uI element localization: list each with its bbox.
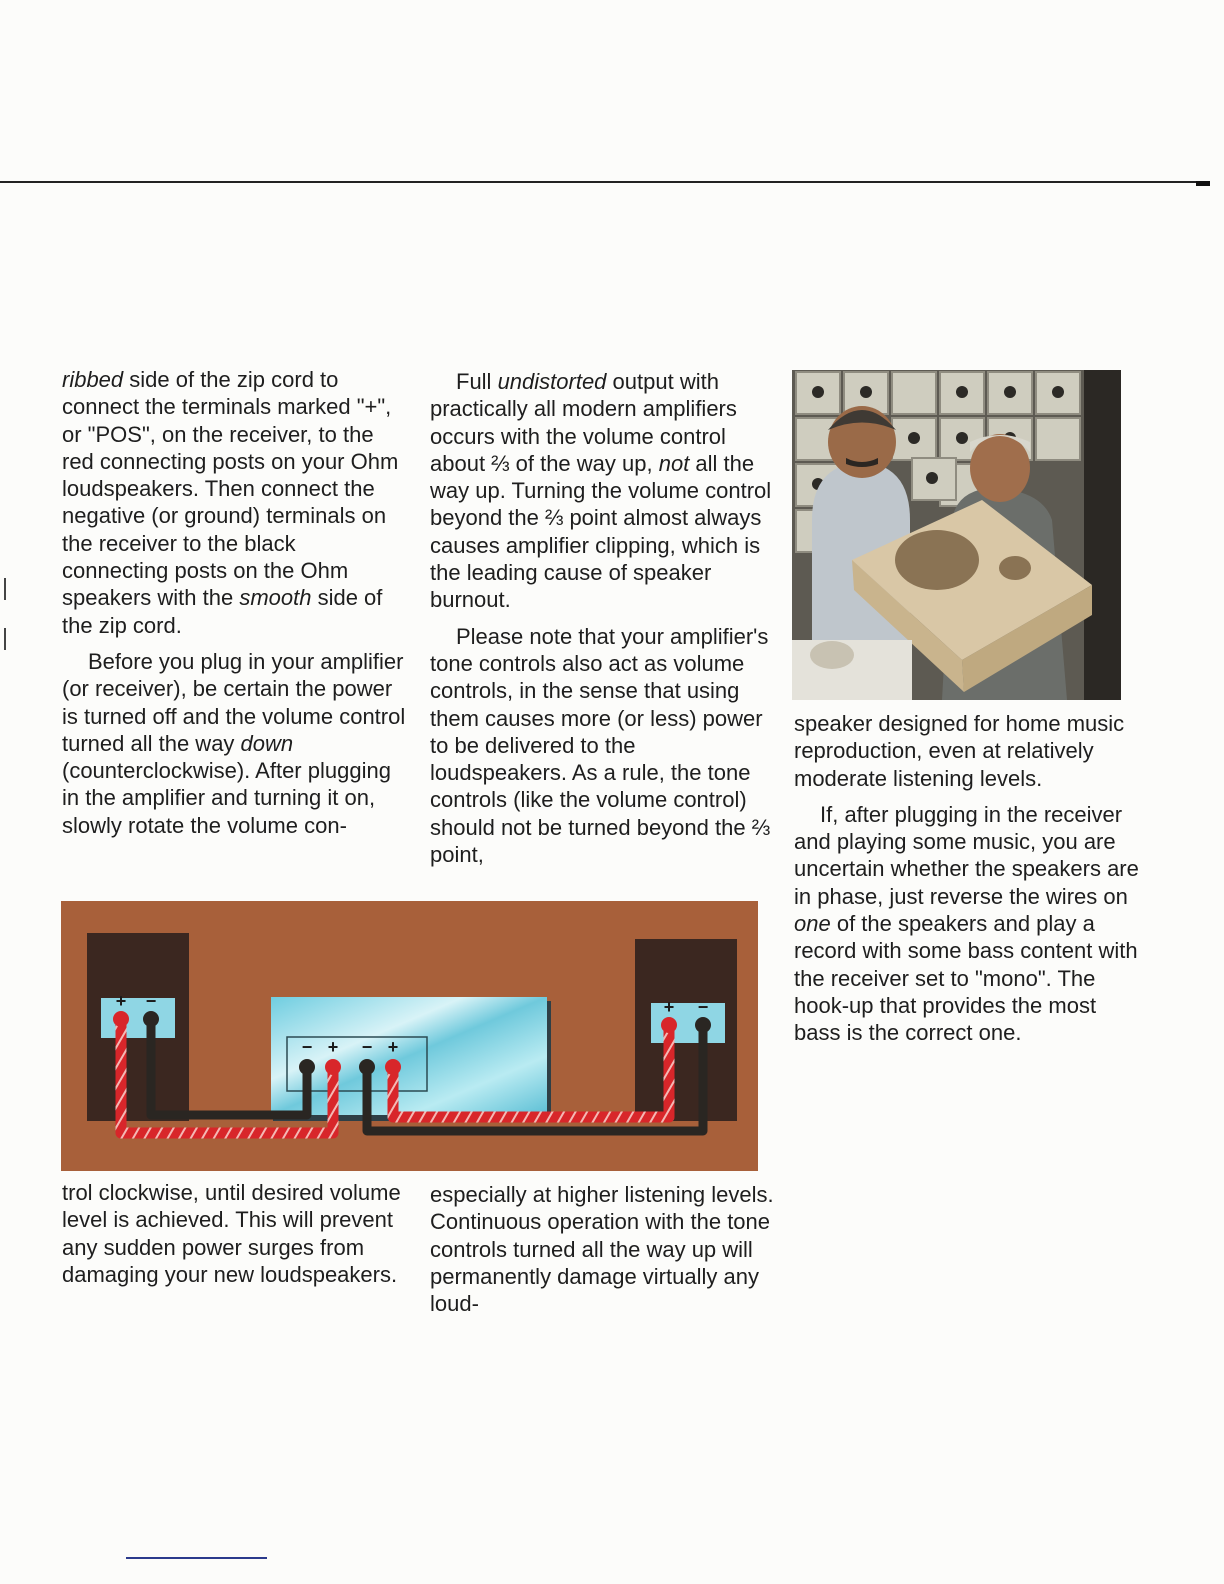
emphasis-text: ribbed xyxy=(62,367,124,392)
body-text: speaker designed for home music reproduction, even at relatively moderate listening levels. xyxy=(794,711,1125,791)
emphasis-text: one xyxy=(794,911,831,937)
column-1-bottom xyxy=(62,1179,407,1288)
paragraph xyxy=(794,801,1139,1047)
right-minus-label: − xyxy=(697,997,709,1017)
body-text: output with practically all modern amplifiers occurs with the volume control about ⅔ of the way up, xyxy=(430,369,737,476)
paragraph xyxy=(430,623,775,869)
body-text: Before you plug in your amplifier (or receiver), be certain the power is turned off and the volume control turned all the way xyxy=(62,648,406,756)
body-text: trol clockwise, until desired volume level is achieved. This will prevent any sudden power surges from damaging your new loudspeakers. xyxy=(62,1180,401,1287)
body-text: all the way up. Turning the volume control beyond the ⅔ point almost always causes amplifier clipping, which is the leading cause of speaker burnout. xyxy=(430,450,772,613)
paragraph xyxy=(430,368,775,614)
left-negative-terminal xyxy=(143,1011,159,1027)
top-rule-cap xyxy=(1196,181,1210,186)
left-edge-mark xyxy=(4,578,6,600)
right-plus-label: + xyxy=(663,997,675,1017)
paragraph xyxy=(430,1181,775,1317)
right-negative-terminal xyxy=(695,1017,711,1033)
emphasis-text: smooth xyxy=(239,585,312,611)
receiver-positive-terminal-2 xyxy=(385,1059,401,1075)
left-minus-label: − xyxy=(145,991,157,1011)
column-1-top xyxy=(62,366,407,839)
column-3 xyxy=(794,710,1139,1047)
body-text: Full xyxy=(456,369,498,394)
emphasis-text: down xyxy=(240,730,294,756)
receiver-label-1: − xyxy=(301,1037,313,1057)
wiring-diagram xyxy=(61,901,758,1171)
paragraph xyxy=(62,366,407,639)
body-text: side of the zip cord. xyxy=(62,585,383,638)
body-text: side of the zip cord to connect the terminals marked "+", or "POS", on the receiver, to the red connecting posts on your Ohm loudspeakers. Then connect the negative (or ground) terminals on the receiver to the black connecting posts on the Ohm speakers with the xyxy=(62,367,399,611)
paragraph xyxy=(62,648,407,839)
receiver-negative-terminal-1 xyxy=(299,1059,315,1075)
body-text: Please note that your amplifier's tone controls also act as volume controls, in the sense that using them causes more (or less) power to be delivered to the loudspeakers. As a rule, the tone controls (like the volume control) should not be turned beyond the ⅔ point, xyxy=(430,623,771,868)
body-text: (counterclockwise). After plugging in the amplifier and turning it on, slowly rotate the volume con- xyxy=(62,758,391,838)
body-text: especially at higher listening levels. Continuous operation with the tone controls turned all the way up will permanently damage virtually any loud- xyxy=(430,1182,774,1317)
receiver-label-2: + xyxy=(327,1037,339,1057)
receiver-panel xyxy=(271,997,547,1115)
body-text: If, after plugging in the receiver and playing some music, you are uncertain whether the speakers are in phase, just reverse the wires on xyxy=(794,801,1139,909)
workshop-photo xyxy=(792,370,1121,700)
emphasis-text: not xyxy=(658,450,690,476)
paragraph xyxy=(794,710,1139,792)
top-rule xyxy=(0,181,1210,183)
left-terminal-plate xyxy=(101,998,175,1038)
left-positive-terminal xyxy=(113,1011,129,1027)
body-text: of the speakers and play a record with some bass content with the receiver set to "mono". The hook-up that provides the most bass is the correct one. xyxy=(794,911,1138,1046)
bottom-rule xyxy=(126,1557,267,1559)
column-2-top xyxy=(430,368,775,868)
left-edge-mark xyxy=(4,628,6,650)
left-plus-label: + xyxy=(115,991,127,1011)
receiver-negative-terminal-2 xyxy=(359,1059,375,1075)
receiver-positive-terminal-1 xyxy=(325,1059,341,1075)
paragraph xyxy=(62,1179,407,1288)
receiver-label-4: + xyxy=(387,1037,399,1057)
right-positive-terminal xyxy=(661,1017,677,1033)
column-2-bottom xyxy=(430,1181,775,1317)
receiver-label-3: − xyxy=(361,1037,373,1057)
emphasis-text: undistorted xyxy=(497,369,607,394)
